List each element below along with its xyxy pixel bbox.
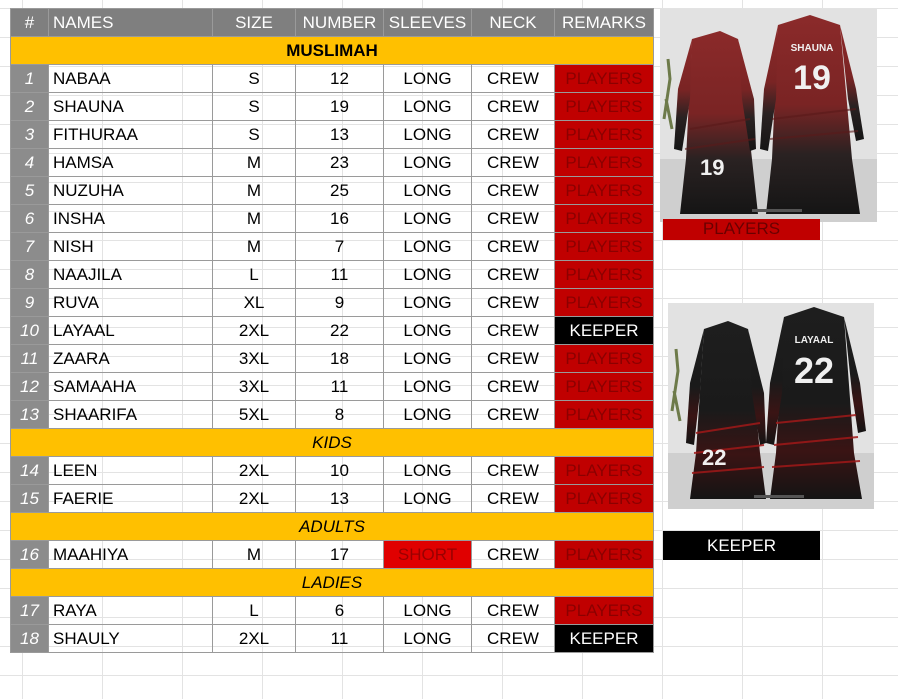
size-cell[interactable]: M — [213, 233, 296, 261]
row-number-cell[interactable]: 15 — [11, 485, 49, 513]
remarks-cell[interactable]: PLAYERS — [555, 233, 654, 261]
table-row — [11, 597, 654, 625]
number-cell[interactable]: 12 — [296, 65, 384, 93]
players-jersey-back-name: SHAUNA — [790, 43, 834, 54]
remarks-cell[interactable]: PLAYERS — [555, 373, 654, 401]
sleeves-cell[interactable]: LONG — [384, 317, 472, 345]
number-cell[interactable]: 11 — [296, 625, 384, 653]
sleeves-cell[interactable]: LONG — [384, 373, 472, 401]
remarks-cell[interactable]: PLAYERS — [555, 541, 654, 569]
size-cell[interactable]: L — [213, 261, 296, 289]
name-cell[interactable]: NABAA — [49, 65, 213, 93]
players-label: PLAYERS — [663, 219, 820, 240]
section-row — [11, 37, 654, 65]
table-row — [11, 289, 654, 317]
size-cell[interactable]: M — [213, 177, 296, 205]
remarks-cell[interactable]: KEEPER — [555, 625, 654, 653]
table-row — [11, 177, 654, 205]
table-row — [11, 317, 654, 345]
number-cell[interactable]: 13 — [296, 121, 384, 149]
remarks-cell[interactable]: PLAYERS — [555, 177, 654, 205]
name-cell[interactable]: FITHURAA — [49, 121, 213, 149]
size-cell[interactable]: 5XL — [213, 401, 296, 429]
neck-cell[interactable]: CREW — [472, 233, 555, 261]
remarks-cell[interactable]: PLAYERS — [555, 261, 654, 289]
sleeves-cell[interactable]: LONG — [384, 625, 472, 653]
sleeves-cell[interactable]: LONG — [384, 401, 472, 429]
sleeves-cell[interactable]: LONG — [384, 121, 472, 149]
number-cell[interactable]: 9 — [296, 289, 384, 317]
sleeves-cell[interactable]: LONG — [384, 485, 472, 513]
number-cell[interactable]: 11 — [296, 373, 384, 401]
header-size[interactable]: SIZE — [213, 9, 296, 37]
table-row — [11, 485, 654, 513]
sleeves-cell[interactable]: LONG — [384, 597, 472, 625]
row-number-cell[interactable]: 1 — [11, 65, 49, 93]
row-number-cell[interactable]: 4 — [11, 149, 49, 177]
number-cell[interactable]: 10 — [296, 457, 384, 485]
neck-cell[interactable]: CREW — [472, 65, 555, 93]
name-cell[interactable]: LEEN — [49, 457, 213, 485]
header-row — [11, 9, 654, 37]
name-cell[interactable]: MAAHIYA — [49, 541, 213, 569]
size-cell[interactable]: 2XL — [213, 317, 296, 345]
neck-cell[interactable]: CREW — [472, 289, 555, 317]
header-neck[interactable]: NECK — [472, 9, 555, 37]
neck-cell[interactable]: CREW — [472, 121, 555, 149]
name-cell[interactable]: HAMSA — [49, 149, 213, 177]
sleeves-cell[interactable]: LONG — [384, 149, 472, 177]
row-number-cell[interactable]: 5 — [11, 177, 49, 205]
number-cell[interactable]: 19 — [296, 93, 384, 121]
name-cell[interactable]: SHAARIFA — [49, 401, 213, 429]
header-num[interactable]: # — [11, 9, 49, 37]
section-title[interactable]: LADIES — [11, 569, 654, 597]
number-cell[interactable]: 7 — [296, 233, 384, 261]
remarks-cell[interactable]: PLAYERS — [555, 457, 654, 485]
neck-cell[interactable]: CREW — [472, 401, 555, 429]
row-number-cell[interactable]: 8 — [11, 261, 49, 289]
table-row — [11, 121, 654, 149]
neck-cell[interactable]: CREW — [472, 149, 555, 177]
size-cell[interactable]: 3XL — [213, 373, 296, 401]
name-cell[interactable]: ZAARA — [49, 345, 213, 373]
header-number[interactable]: NUMBER — [296, 9, 384, 37]
size-cell[interactable]: M — [213, 541, 296, 569]
players-jersey-graphic — [660, 9, 877, 222]
table-row — [11, 205, 654, 233]
sleeves-cell[interactable]: LONG — [384, 93, 472, 121]
name-cell[interactable]: FAERIE — [49, 485, 213, 513]
neck-cell[interactable]: CREW — [472, 345, 555, 373]
name-cell[interactable]: SHAUNA — [49, 93, 213, 121]
section-row — [11, 429, 654, 457]
neck-cell[interactable]: CREW — [472, 541, 555, 569]
table-row — [11, 625, 654, 653]
size-cell[interactable]: M — [213, 149, 296, 177]
row-number-cell[interactable]: 17 — [11, 597, 49, 625]
name-cell[interactable]: RAYA — [49, 597, 213, 625]
neck-cell[interactable]: CREW — [472, 317, 555, 345]
roster-table — [10, 8, 654, 653]
players-jersey-front-number: 19 — [700, 155, 725, 180]
section-row — [11, 569, 654, 597]
keeper-jersey-image — [668, 303, 874, 509]
players-jersey-back-number: 19 — [793, 59, 831, 97]
remarks-cell[interactable]: PLAYERS — [555, 597, 654, 625]
table-row — [11, 541, 654, 569]
remarks-cell[interactable]: PLAYERS — [555, 345, 654, 373]
table-row — [11, 149, 654, 177]
sleeves-cell[interactable]: LONG — [384, 457, 472, 485]
row-number-cell[interactable]: 2 — [11, 93, 49, 121]
row-number-cell[interactable]: 6 — [11, 205, 49, 233]
number-cell[interactable]: 11 — [296, 261, 384, 289]
header-remarks[interactable]: REMARKS — [555, 9, 654, 37]
number-cell[interactable]: 16 — [296, 205, 384, 233]
sleeves-cell[interactable]: LONG — [384, 177, 472, 205]
name-cell[interactable]: SHAULY — [49, 625, 213, 653]
neck-cell[interactable]: CREW — [472, 625, 555, 653]
table-row — [11, 345, 654, 373]
number-cell[interactable]: 8 — [296, 401, 384, 429]
players-jersey-image — [660, 9, 877, 222]
table-row — [11, 65, 654, 93]
remarks-cell[interactable]: PLAYERS — [555, 289, 654, 317]
keeper-jersey-back-name: LAYAAL — [794, 335, 834, 346]
size-cell[interactable]: M — [213, 205, 296, 233]
row-number-cell[interactable]: 3 — [11, 121, 49, 149]
neck-cell[interactable]: CREW — [472, 93, 555, 121]
size-cell[interactable]: XL — [213, 289, 296, 317]
neck-cell[interactable]: CREW — [472, 373, 555, 401]
size-cell[interactable]: 2XL — [213, 625, 296, 653]
name-cell[interactable]: SAMAAHA — [49, 373, 213, 401]
size-cell[interactable]: 2XL — [213, 485, 296, 513]
section-row — [11, 513, 654, 541]
row-number-cell[interactable]: 7 — [11, 233, 49, 261]
neck-cell[interactable]: CREW — [472, 485, 555, 513]
name-cell[interactable]: NISH — [49, 233, 213, 261]
row-number-cell[interactable]: 10 — [11, 317, 49, 345]
number-cell[interactable]: 13 — [296, 485, 384, 513]
size-cell[interactable]: S — [213, 121, 296, 149]
row-number-cell[interactable]: 9 — [11, 289, 49, 317]
row-number-cell[interactable]: 13 — [11, 401, 49, 429]
row-number-cell[interactable]: 12 — [11, 373, 49, 401]
keeper-jersey-graphic — [668, 303, 874, 509]
sleeves-cell[interactable]: LONG — [384, 289, 472, 317]
number-cell[interactable]: 6 — [296, 597, 384, 625]
table-row — [11, 93, 654, 121]
keeper-jersey-back-number: 22 — [793, 350, 835, 391]
neck-cell[interactable]: CREW — [472, 205, 555, 233]
table-row — [11, 457, 654, 485]
roster-body — [11, 37, 654, 653]
sleeves-cell[interactable]: LONG — [384, 65, 472, 93]
size-cell[interactable]: 2XL — [213, 457, 296, 485]
neck-cell[interactable]: CREW — [472, 261, 555, 289]
neck-cell[interactable]: CREW — [472, 177, 555, 205]
header-sleeves[interactable]: SLEEVES — [384, 9, 472, 37]
row-number-cell[interactable]: 11 — [11, 345, 49, 373]
neck-cell[interactable]: CREW — [472, 597, 555, 625]
sleeves-cell[interactable]: LONG — [384, 205, 472, 233]
number-cell[interactable]: 18 — [296, 345, 384, 373]
remarks-cell[interactable]: PLAYERS — [555, 93, 654, 121]
keeper-jersey-front-number: 22 — [702, 445, 727, 470]
remarks-cell[interactable]: PLAYERS — [555, 121, 654, 149]
sleeves-cell[interactable]: SHORT — [384, 541, 472, 569]
number-cell[interactable]: 23 — [296, 149, 384, 177]
sleeves-cell[interactable]: LONG — [384, 233, 472, 261]
section-title[interactable]: ADULTS — [11, 513, 654, 541]
name-cell[interactable]: NAAJILA — [49, 261, 213, 289]
row-number-cell[interactable]: 18 — [11, 625, 49, 653]
size-cell[interactable]: L — [213, 597, 296, 625]
section-title[interactable]: KIDS — [11, 429, 654, 457]
header-names[interactable]: NAMES — [49, 9, 213, 37]
section-title[interactable]: MUSLIMAH — [11, 37, 654, 65]
remarks-cell[interactable]: PLAYERS — [555, 485, 654, 513]
name-cell[interactable]: INSHA — [49, 205, 213, 233]
sleeves-cell[interactable]: LONG — [384, 261, 472, 289]
remarks-cell[interactable]: PLAYERS — [555, 401, 654, 429]
number-cell[interactable]: 25 — [296, 177, 384, 205]
table-row — [11, 401, 654, 429]
sleeves-cell[interactable]: LONG — [384, 345, 472, 373]
number-cell[interactable]: 17 — [296, 541, 384, 569]
name-cell[interactable]: LAYAAL — [49, 317, 213, 345]
remarks-cell[interactable]: KEEPER — [555, 317, 654, 345]
size-cell[interactable]: 3XL — [213, 345, 296, 373]
name-cell[interactable]: RUVA — [49, 289, 213, 317]
remarks-cell[interactable]: PLAYERS — [555, 205, 654, 233]
table-row — [11, 233, 654, 261]
size-cell[interactable]: S — [213, 93, 296, 121]
remarks-cell[interactable]: PLAYERS — [555, 65, 654, 93]
name-cell[interactable]: NUZUHA — [49, 177, 213, 205]
keeper-label: KEEPER — [663, 531, 820, 560]
size-cell[interactable]: S — [213, 65, 296, 93]
neck-cell[interactable]: CREW — [472, 457, 555, 485]
row-number-cell[interactable]: 16 — [11, 541, 49, 569]
row-number-cell[interactable]: 14 — [11, 457, 49, 485]
number-cell[interactable]: 22 — [296, 317, 384, 345]
table-row — [11, 373, 654, 401]
remarks-cell[interactable]: PLAYERS — [555, 149, 654, 177]
table-row — [11, 261, 654, 289]
